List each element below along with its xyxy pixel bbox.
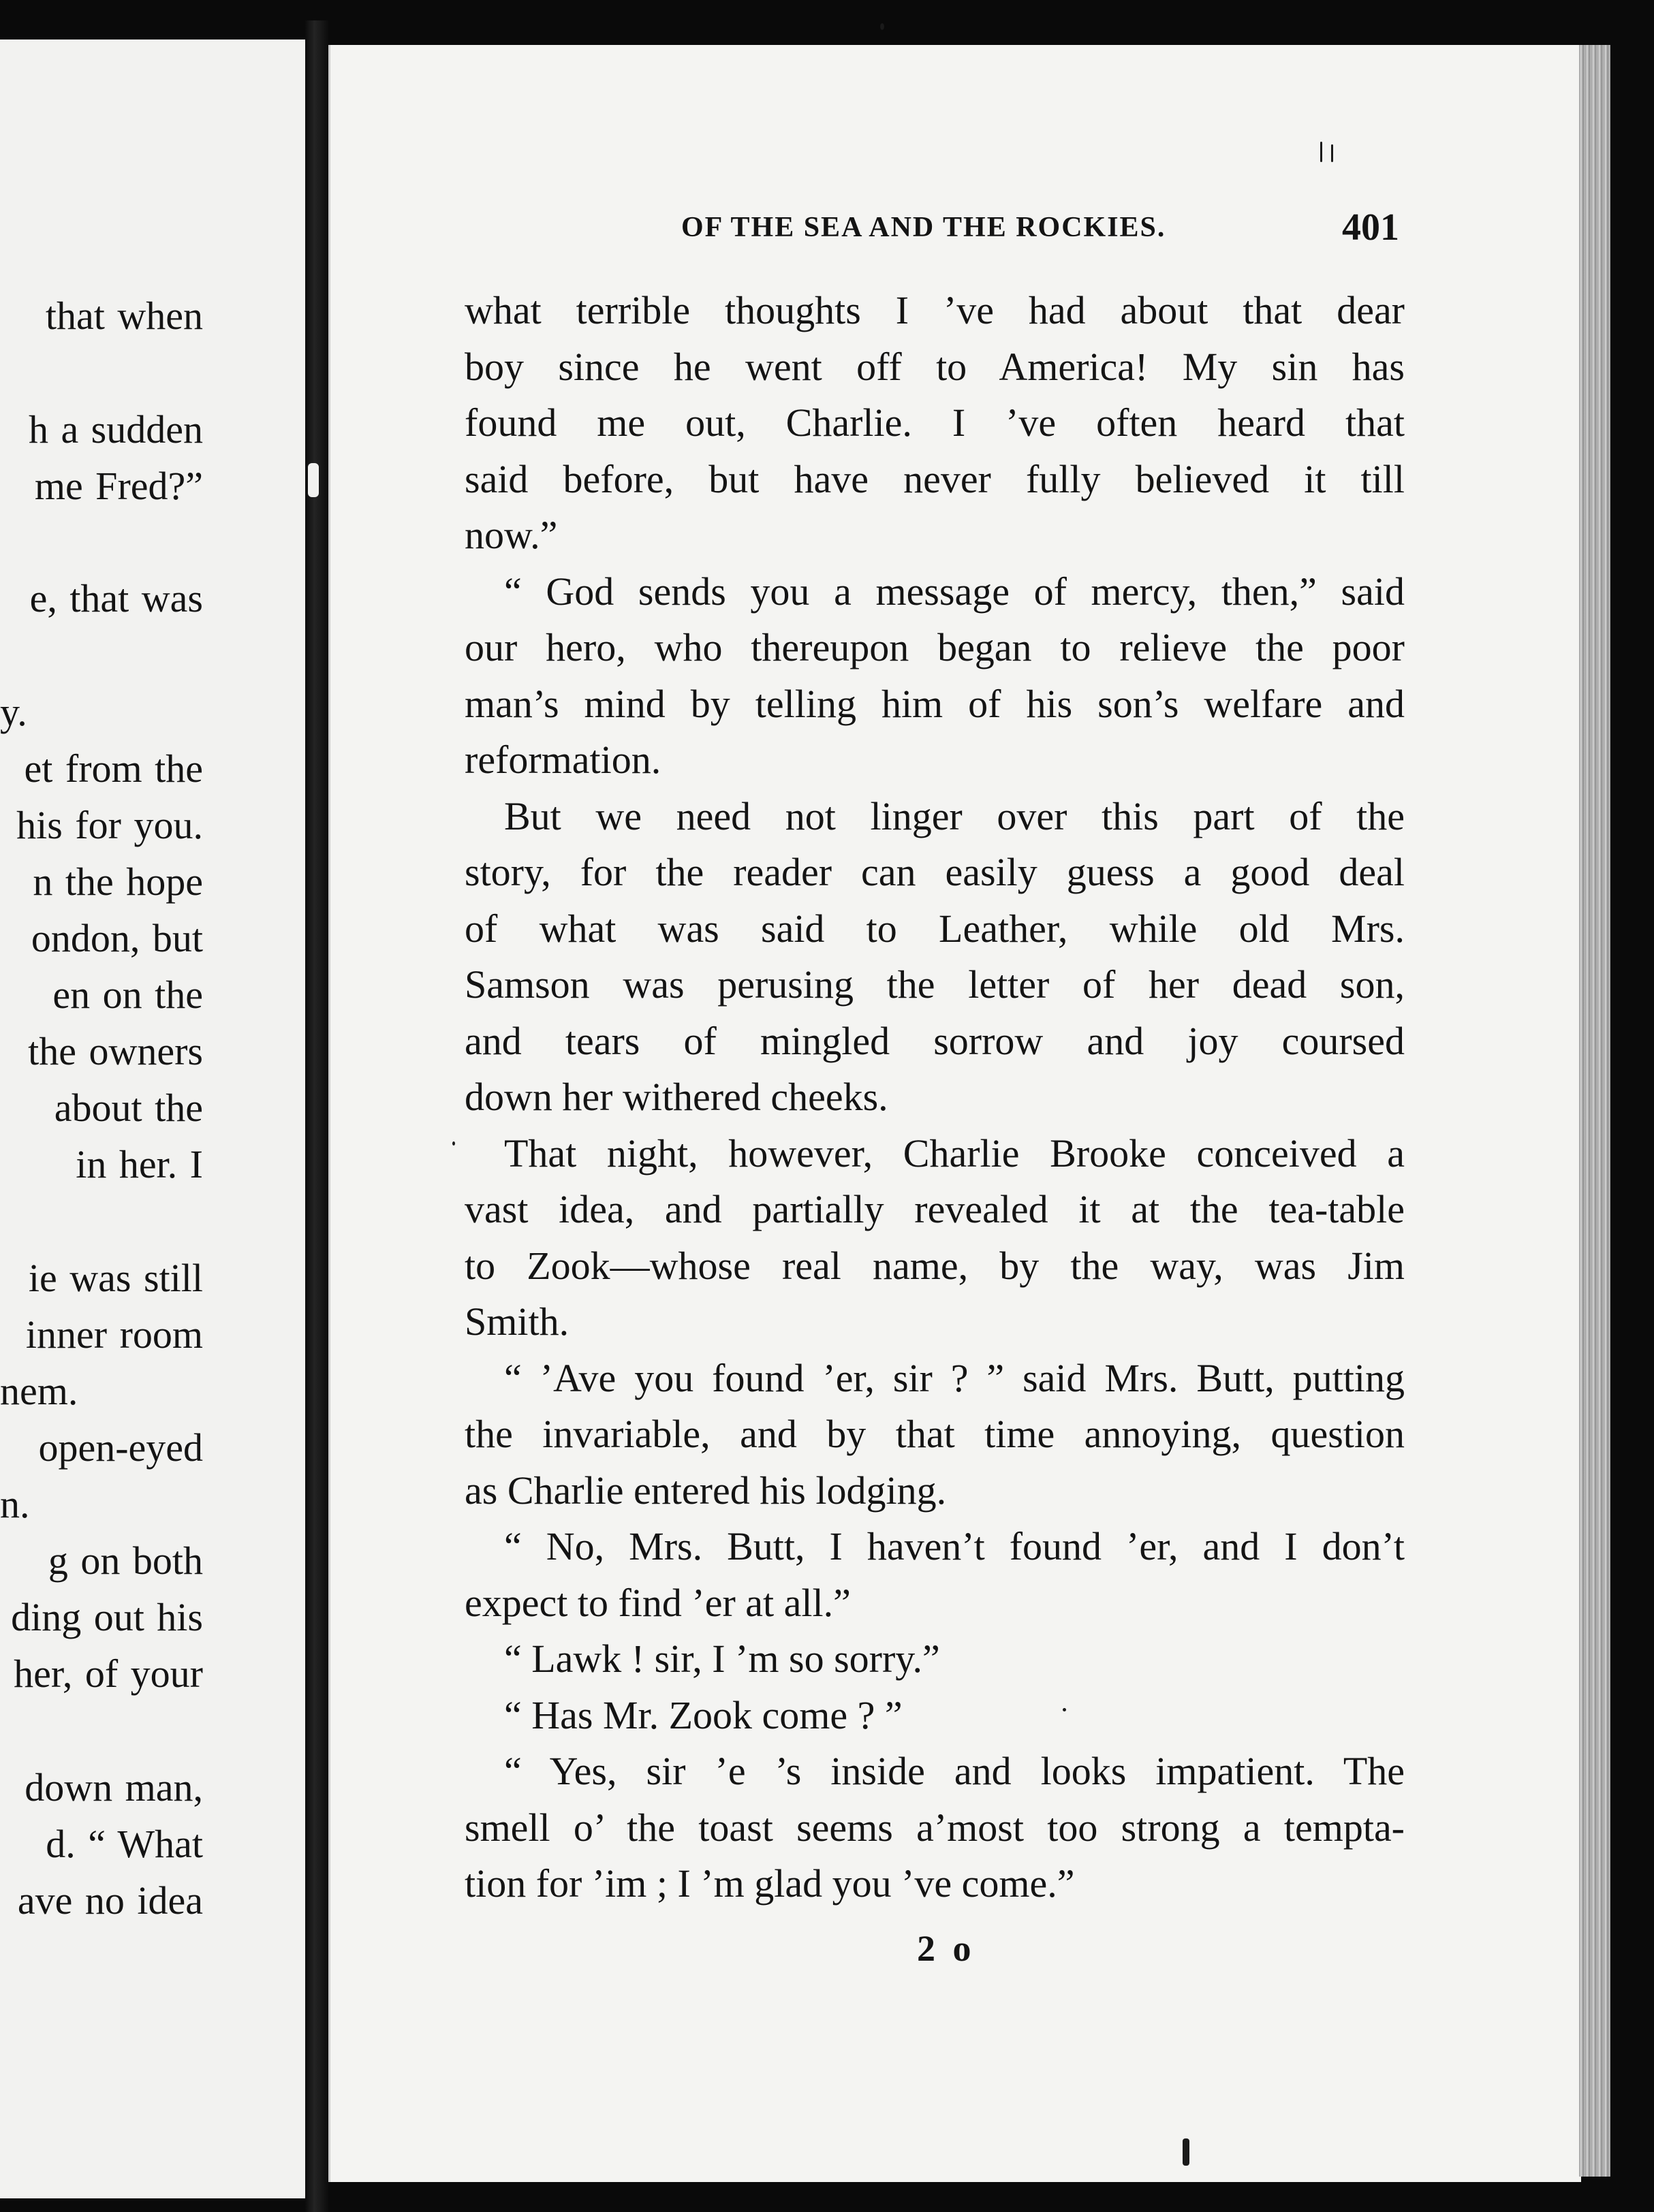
text-line: his for you.: [16, 803, 203, 847]
text-line: of what was said to Leather, while old Mrs.: [465, 906, 1405, 951]
text-line: “ Yes, sir ’e ’s inside and looks impatient. The: [504, 1749, 1405, 1793]
text-line: down her withered cheeks.: [465, 1075, 888, 1119]
text-line: reformation.: [465, 738, 661, 782]
text-line: n the hope: [33, 859, 203, 904]
text-line: about the: [54, 1086, 203, 1130]
text-line: h a sudden: [28, 407, 203, 452]
text-line: Samson was perusing the letter of her dead son,: [465, 962, 1405, 1007]
text-line: smell o’ the toast seems a’most too strong a tempta-: [465, 1805, 1405, 1850]
text-line: expect to find ’er at all.”: [465, 1581, 851, 1625]
running-head: OF THE SEA AND THE ROCKIES.: [681, 212, 1166, 243]
text-line: vast idea, and partially revealed it at the tea-table: [465, 1187, 1405, 1231]
ink-speck: [880, 23, 884, 30]
signature-mark: 2 o: [917, 1928, 976, 1969]
text-line: But we need not linger over this part of the: [504, 794, 1405, 838]
text-line: in her. I: [76, 1142, 203, 1186]
left-page: [0, 40, 305, 2198]
text-line: down man,: [25, 1765, 203, 1810]
text-line: said before, but have never fully believed it till: [465, 457, 1405, 501]
text-line: to Zook—whose real name, by the way, was Jim: [465, 1244, 1405, 1288]
text-line: That night, however, Charlie Brooke conceived a: [504, 1131, 1405, 1175]
text-line: “ No, Mrs. Butt, I haven’t found ’er, and I don’t: [504, 1524, 1405, 1568]
text-line: Smith.: [465, 1299, 569, 1344]
text-line: found me out, Charlie. I ’ve often heard that: [465, 400, 1405, 445]
text-line: inner room: [25, 1312, 203, 1357]
text-line: story, for the reader can easily guess a good deal: [465, 850, 1405, 894]
text-line: “ God sends you a message of mercy, then,” said: [504, 569, 1405, 614]
ink-speck: [308, 463, 319, 497]
ink-speck: [1320, 142, 1322, 162]
text-line: ding out his: [11, 1595, 203, 1639]
text-line: now.”: [465, 513, 558, 557]
ink-speck: [1183, 2138, 1189, 2166]
text-line: n.: [0, 1482, 30, 1526]
text-line: and tears of mingled sorrow and joy coursed: [465, 1019, 1405, 1063]
text-line: open-eyed: [38, 1425, 203, 1470]
text-line: g on both: [48, 1538, 203, 1583]
text-line: y.: [0, 690, 27, 734]
text-line: man’s mind by telling him of his son’s welfare and: [465, 682, 1405, 726]
text-line: “ Has Mr. Zook come ? ”: [504, 1693, 903, 1737]
text-line: ie was still: [28, 1256, 203, 1300]
text-line: “ ’Ave you found ’er, sir ? ” said Mrs. Butt, putting: [504, 1356, 1405, 1400]
text-line: that when: [45, 294, 203, 338]
text-line: nem.: [0, 1369, 78, 1413]
text-line: ave no idea: [17, 1878, 203, 1923]
text-line: e, that was: [29, 576, 203, 620]
text-line: “ Lawk ! sir, I ’m so sorry.”: [504, 1637, 940, 1681]
text-line: as Charlie entered his lodging.: [465, 1468, 947, 1513]
text-line: tion for ’im ; I ’m glad you ’ve come.”: [465, 1861, 1075, 1906]
text-line: her, of your: [14, 1652, 203, 1696]
text-line: the owners: [28, 1029, 203, 1073]
text-line: boy since he went off to America! My sin has: [465, 345, 1405, 389]
text-line: what terrible thoughts I ’ve had about that dear: [465, 288, 1405, 332]
text-line: the invariable, and by that time annoying, question: [465, 1412, 1405, 1456]
ink-speck: [1063, 1708, 1066, 1711]
page-edges: [1579, 45, 1610, 2177]
text-line: en on the: [52, 973, 203, 1017]
text-line: d. “ What: [46, 1822, 203, 1866]
text-line: me Fred?”: [34, 464, 203, 508]
ink-speck: [1331, 144, 1333, 162]
ink-speck: [452, 1141, 455, 1146]
text-line: et from the: [24, 746, 203, 791]
book-gutter: [305, 20, 328, 2212]
text-line: ondon, but: [31, 916, 203, 960]
page-number: 401: [1342, 206, 1399, 249]
text-line: our hero, who thereupon began to relieve the poor: [465, 625, 1405, 669]
